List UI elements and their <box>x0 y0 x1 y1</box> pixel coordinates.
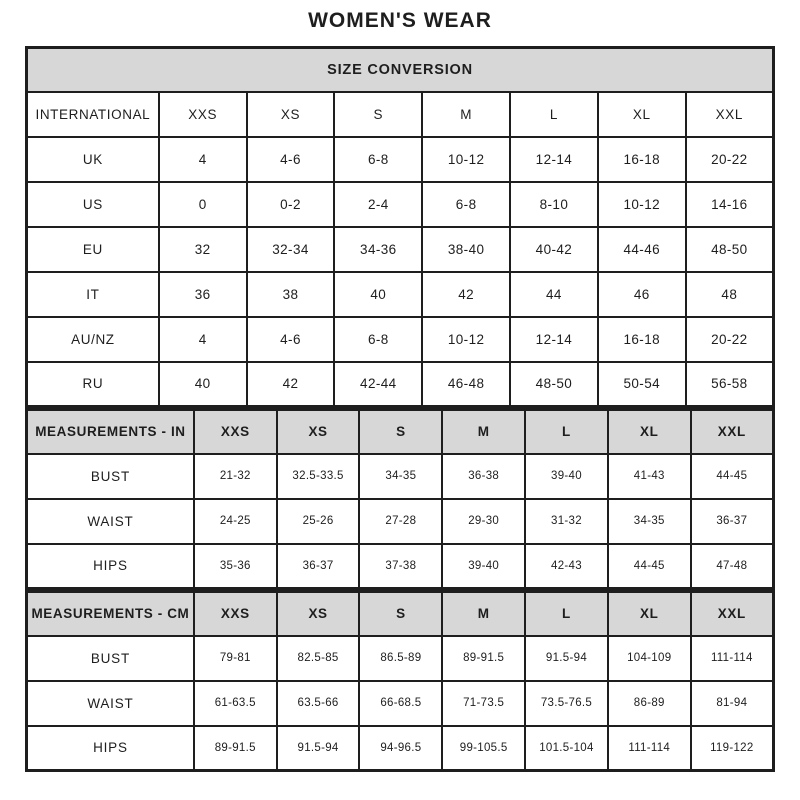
value-cell: 25-26 <box>277 499 360 544</box>
value-cell: 37-38 <box>359 544 442 589</box>
value-cell: 4 <box>159 317 247 362</box>
value-cell: 63.5-66 <box>277 681 360 726</box>
value-cell: 32 <box>159 227 247 272</box>
value-cell: 119-122 <box>691 726 774 771</box>
value-cell: 94-96.5 <box>359 726 442 771</box>
table-row-uk <box>27 137 774 182</box>
value-cell: 48 <box>686 272 774 317</box>
value-cell: 21-32 <box>194 454 277 499</box>
value-cell: 4-6 <box>247 137 335 182</box>
value-cell: 41-43 <box>608 454 691 499</box>
value-cell: 10-12 <box>422 137 510 182</box>
table-row-au-nz <box>27 317 774 362</box>
value-cell: 6-8 <box>334 317 422 362</box>
value-cell: 44-46 <box>598 227 686 272</box>
value-cell: 4-6 <box>247 317 335 362</box>
value-cell: 2-4 <box>334 182 422 227</box>
value-cell: 42 <box>422 272 510 317</box>
value-cell: 91.5-94 <box>277 726 360 771</box>
row-label-us: US <box>27 182 159 227</box>
value-cell: 31-32 <box>525 499 608 544</box>
value-cell: 16-18 <box>598 317 686 362</box>
column-header-xxs: XXS <box>194 410 277 454</box>
column-header-l: L <box>525 410 608 454</box>
column-header-s: S <box>334 92 422 137</box>
section-header-measurements-cm: MEASUREMENTS - CM <box>27 592 194 636</box>
value-cell: 111-114 <box>691 636 774 681</box>
value-cell: 40 <box>334 272 422 317</box>
value-cell: 35-36 <box>194 544 277 589</box>
row-label-eu: EU <box>27 227 159 272</box>
column-header-xl: XL <box>598 92 686 137</box>
row-label-hips: HIPS <box>27 726 194 771</box>
value-cell: 71-73.5 <box>442 681 525 726</box>
table-row-bust <box>27 636 774 681</box>
value-cell: 42 <box>247 362 335 407</box>
value-cell: 42-44 <box>334 362 422 407</box>
value-cell: 44 <box>510 272 598 317</box>
value-cell: 10-12 <box>598 182 686 227</box>
column-header-xxs: XXS <box>159 92 247 137</box>
value-cell: 48-50 <box>510 362 598 407</box>
value-cell: 81-94 <box>691 681 774 726</box>
column-header-row <box>27 92 774 137</box>
column-header-m: M <box>442 410 525 454</box>
column-header-xl: XL <box>608 592 691 636</box>
value-cell: 86-89 <box>608 681 691 726</box>
value-cell: 38-40 <box>422 227 510 272</box>
value-cell: 91.5-94 <box>525 636 608 681</box>
size-conversion-table <box>25 46 775 408</box>
table-row-bust <box>27 454 774 499</box>
value-cell: 82.5-85 <box>277 636 360 681</box>
value-cell: 34-35 <box>608 499 691 544</box>
value-cell: 12-14 <box>510 317 598 362</box>
column-header-row <box>27 410 774 454</box>
table-row-waist <box>27 681 774 726</box>
section-header-size-conversion: SIZE CONVERSION <box>27 48 774 92</box>
measurements-cm-table <box>25 590 775 772</box>
value-cell: 89-91.5 <box>442 636 525 681</box>
value-cell: 56-58 <box>686 362 774 407</box>
column-header-xxs: XXS <box>194 592 277 636</box>
value-cell: 12-14 <box>510 137 598 182</box>
value-cell: 44-45 <box>608 544 691 589</box>
section-header-measurements-in: MEASUREMENTS - IN <box>27 410 194 454</box>
column-header-s: S <box>359 592 442 636</box>
row-label-waist: WAIST <box>27 681 194 726</box>
page-title: WOMEN'S WEAR <box>308 9 492 32</box>
value-cell: 36-37 <box>277 544 360 589</box>
value-cell: 40 <box>159 362 247 407</box>
value-cell: 73.5-76.5 <box>525 681 608 726</box>
value-cell: 34-36 <box>334 227 422 272</box>
row-label-it: IT <box>27 272 159 317</box>
column-header-international: INTERNATIONAL <box>27 92 159 137</box>
value-cell: 0 <box>159 182 247 227</box>
table-row-hips <box>27 726 774 771</box>
value-cell: 46 <box>598 272 686 317</box>
column-header-l: L <box>525 592 608 636</box>
value-cell: 101.5-104 <box>525 726 608 771</box>
value-cell: 36-37 <box>691 499 774 544</box>
row-label-uk: UK <box>27 137 159 182</box>
column-header-xxl: XXL <box>691 592 774 636</box>
value-cell: 47-48 <box>691 544 774 589</box>
column-header-xxl: XXL <box>686 92 774 137</box>
value-cell: 10-12 <box>422 317 510 362</box>
value-cell: 39-40 <box>525 454 608 499</box>
value-cell: 111-114 <box>608 726 691 771</box>
value-cell: 61-63.5 <box>194 681 277 726</box>
column-header-xl: XL <box>608 410 691 454</box>
value-cell: 14-16 <box>686 182 774 227</box>
value-cell: 8-10 <box>510 182 598 227</box>
value-cell: 104-109 <box>608 636 691 681</box>
table-row-it <box>27 272 774 317</box>
table-row-ru <box>27 362 774 407</box>
value-cell: 44-45 <box>691 454 774 499</box>
measurements-in-table <box>25 408 775 590</box>
column-header-xs: XS <box>247 92 335 137</box>
column-header-m: M <box>442 592 525 636</box>
row-label-ru: RU <box>27 362 159 407</box>
column-header-xs: XS <box>277 410 360 454</box>
table-row-eu <box>27 227 774 272</box>
value-cell: 29-30 <box>442 499 525 544</box>
value-cell: 16-18 <box>598 137 686 182</box>
value-cell: 32.5-33.5 <box>277 454 360 499</box>
table-row-us <box>27 182 774 227</box>
value-cell: 89-91.5 <box>194 726 277 771</box>
value-cell: 0-2 <box>247 182 335 227</box>
value-cell: 40-42 <box>510 227 598 272</box>
value-cell: 24-25 <box>194 499 277 544</box>
value-cell: 36-38 <box>442 454 525 499</box>
value-cell: 20-22 <box>686 317 774 362</box>
column-header-xs: XS <box>277 592 360 636</box>
section-header-row <box>27 48 774 92</box>
value-cell: 99-105.5 <box>442 726 525 771</box>
value-cell: 27-28 <box>359 499 442 544</box>
value-cell: 6-8 <box>422 182 510 227</box>
value-cell: 34-35 <box>359 454 442 499</box>
row-label-au-nz: AU/NZ <box>27 317 159 362</box>
value-cell: 38 <box>247 272 335 317</box>
value-cell: 6-8 <box>334 137 422 182</box>
value-cell: 32-34 <box>247 227 335 272</box>
row-label-hips: HIPS <box>27 544 194 589</box>
value-cell: 39-40 <box>442 544 525 589</box>
value-cell: 46-48 <box>422 362 510 407</box>
column-header-m: M <box>422 92 510 137</box>
value-cell: 20-22 <box>686 137 774 182</box>
column-header-row <box>27 592 774 636</box>
table-row-waist <box>27 499 774 544</box>
value-cell: 36 <box>159 272 247 317</box>
row-label-bust: BUST <box>27 454 194 499</box>
value-cell: 42-43 <box>525 544 608 589</box>
table-row-hips <box>27 544 774 589</box>
value-cell: 48-50 <box>686 227 774 272</box>
column-header-s: S <box>359 410 442 454</box>
value-cell: 66-68.5 <box>359 681 442 726</box>
column-header-l: L <box>510 92 598 137</box>
row-label-waist: WAIST <box>27 499 194 544</box>
value-cell: 4 <box>159 137 247 182</box>
value-cell: 86.5-89 <box>359 636 442 681</box>
column-header-xxl: XXL <box>691 410 774 454</box>
value-cell: 79-81 <box>194 636 277 681</box>
row-label-bust: BUST <box>27 636 194 681</box>
value-cell: 50-54 <box>598 362 686 407</box>
